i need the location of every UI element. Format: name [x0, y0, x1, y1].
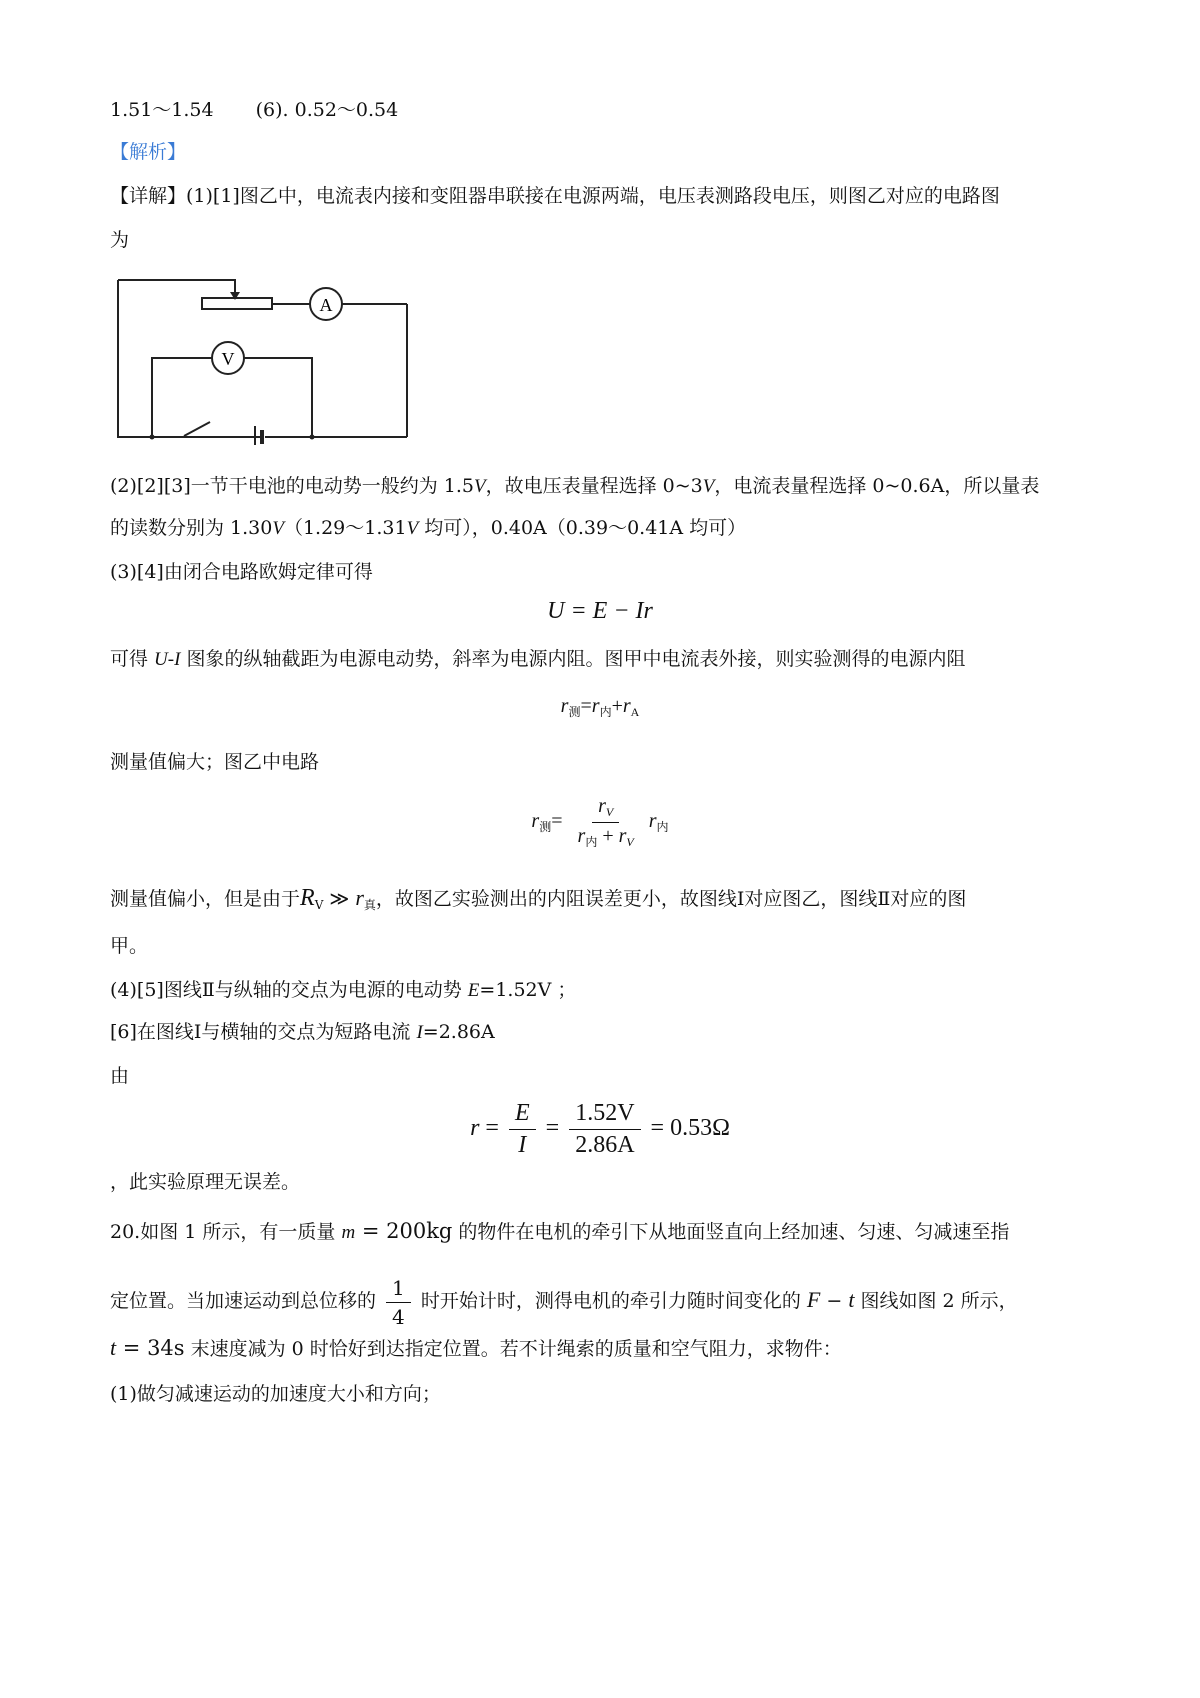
circuit-diagram: [110, 270, 420, 445]
detail-line-2: 为: [110, 229, 130, 251]
q20-line-1: 20.如图 1 所示，有一质量 m = 200kg 的物件在电机的牵引下从地面竖直向上经加速、匀速、匀减速至指: [110, 1219, 1010, 1243]
part4-line-2: [6]在图线Ⅰ与横轴的交点为短路电流 I=2.86A: [110, 1021, 495, 1043]
q20-line-3: t = 34s 末速度减为 0 时恰好到达指定位置。若不计绳索的质量和空气阻力，求物件：: [110, 1335, 842, 1360]
analysis-heading: 【解析】: [110, 141, 187, 163]
equation-r-measured-a: $r_测=r_内+r_A$: [560, 695, 640, 719]
part4-conclusion: ，此实验原理无误差。: [110, 1171, 301, 1193]
equation-resistance: r = $\frac{E}{I}$ = $\frac{1.52V}{2.86A}$ = 0.53Ω: [470, 1100, 730, 1158]
part3-line-b: 测量值偏大；图乙中电路: [110, 751, 320, 773]
part4-line-1: (4)[5]图线Ⅱ与纵轴的交点为电源的电动势 E=1.52V ；: [110, 979, 577, 1001]
equation-ohm: U = E − Ir: [547, 598, 653, 624]
part3-conclusion-1: 测量值偏小，但是由于$R_V$ ≫ $r_真$，故图乙实验测出的内阻误差更小，故图线Ⅰ对应图乙，图线Ⅱ对应的图: [110, 885, 967, 912]
detail-line-1: 【详解】(1)[1]图乙中，电流表内接和变阻器串联接在电源两端，电压表测路段电压，则图乙对应的电路图: [110, 185, 1000, 207]
part2-line-1: (2)[2][3]一节干电池的电动势一般约为 1.5V，故电压表量程选择 0~3V，电流表量程选择 0~0.6A，所以量表: [110, 475, 1040, 497]
q20-line-2: 定位置。当加速运动到总位移的 $\frac{1}{4}$ 时开始计时，测得电机的牵引力随时间变化的 F − t 图线如图 2 所示，: [110, 1275, 1018, 1329]
part3-conclusion-2: 甲。: [110, 935, 149, 957]
voltmeter-label: V: [221, 349, 235, 369]
answer-5: 1.51～1.54: [110, 99, 214, 121]
ammeter-label: A: [319, 295, 333, 315]
part2-line-2: 的读数分别为 1.30V（1.29～1.31V 均可），0.40A（0.39～0.41A 均可）: [110, 517, 747, 539]
answer-6: (6). 0.52～0.54: [255, 99, 399, 121]
part4-line-3: 由: [110, 1065, 130, 1087]
part3-explanation: 可得 U-I 图象的纵轴截距为电源电动势，斜率为电源内阻。图甲中电流表外接，则实验测得的电源内阻: [110, 648, 966, 670]
answer-line: [110, 96, 398, 124]
q20-subquestion-1: (1)做匀减速运动的加速度大小和方向；: [110, 1383, 441, 1405]
equation-r-measured-v: $r_测=$ $\frac{r_V}{r_内 + r_V}$ $r_内$: [531, 795, 669, 849]
part3-line: (3)[4]由闭合电路欧姆定律可得: [110, 561, 373, 583]
